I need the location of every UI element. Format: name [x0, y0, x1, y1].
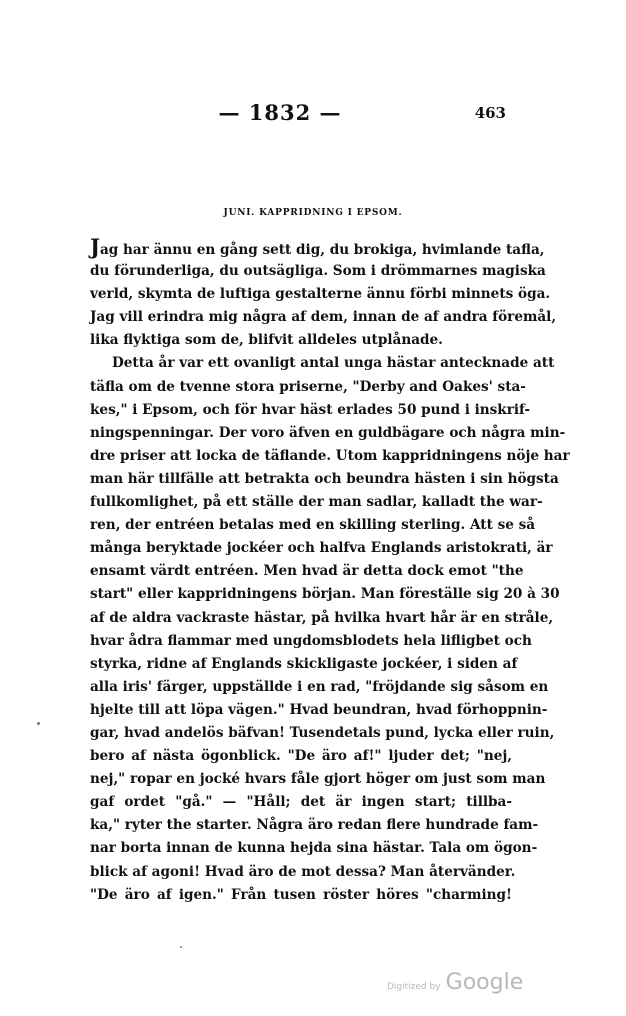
text-line-first	[90, 234, 545, 260]
text-line: start" eller kappridningens början. Man föreställe sig 20 à 30	[90, 586, 560, 603]
page-number: 463	[474, 104, 506, 122]
text-line: verld, skymta de luftiga gestalterne ännu förbi minnets öga.	[90, 286, 551, 303]
text-line: blick af agoni! Hvad äro de mot dessa? Man återvänder.	[90, 863, 516, 880]
text-line: af de aldra vackraste hästar, på hvilka hvart hår är en stråle,	[90, 609, 554, 626]
text-line: gar, hvad andelös bäfvan! Tusendetals pund, lycka eller ruin,	[90, 724, 555, 741]
text-line: många beryktade jockéer och halfva Englands aristokrati, är	[90, 540, 553, 557]
text-line: kes," i Epsom, och för hvar häst erlades 50 pund i inskrif-	[90, 401, 531, 418]
running-head-year: — 1832 —	[218, 100, 342, 125]
text-line: Jag vill erindra mig några af dem, innan de af andra föremål,	[90, 309, 557, 326]
text-line: hjelte till att löpa vägen." Hvad beundran, hvad förhoppnin-	[90, 701, 548, 718]
text-line: ensamt värdt entréen. Men hvad är detta dock emot "the	[90, 563, 524, 580]
text-line: alla iris' färger, uppställde i en rad, "fröjdande sig såsom en	[90, 678, 549, 695]
section-title: JUNI. KAPPRIDNING I EPSOM.	[223, 208, 403, 218]
ink-speck	[180, 946, 182, 948]
text-line: hvar ådra flammar med ungdomsblodets hela lifligbet och	[90, 632, 532, 649]
running-head	[0, 100, 626, 130]
text-line: nej," ropar en jocké hvars fåle gjort höger om just som man	[90, 771, 546, 788]
text-line: gaf ordet "gå." — "Håll; det är ingen start; tillba-	[90, 794, 512, 811]
text-line: "De äro af igen." Från tusen röster höres "charming!	[90, 886, 512, 903]
text-line: man här tillfälle att betrakta och beundra hästen i sin högsta	[90, 470, 559, 487]
digitized-watermark	[387, 970, 523, 995]
text-line: ningspenningar. Der voro äfven en guldbägare och några min-	[90, 424, 566, 441]
text-line: bero af nästa ögonblick. "De äro af!" ljuder det; "nej,	[90, 748, 512, 765]
first-line-rest: ag har ännu en gång sett dig, du brokiga, hvimlande tafla,	[99, 242, 545, 258]
text-line: Detta år var ett ovanligt antal unga hästar antecknade att	[112, 355, 555, 372]
text-line: fullkomlighet, på ett ställe der man sadlar, kalladt the war-	[90, 494, 543, 511]
google-logo-text: Google	[445, 970, 524, 995]
text-line: lika flyktiga som de, blifvit alldeles utplånade.	[90, 332, 443, 349]
text-line: ka," ryter the starter. Några äro redan flere hundrade fam-	[90, 817, 539, 834]
ink-speck	[37, 722, 40, 725]
text-line: täfla om de tvenne stora priserne, "Derby and Oakes' sta-	[90, 378, 526, 395]
text-line: ren, der entréen betalas med en skilling sterling. Att se så	[90, 517, 536, 534]
body-text	[90, 234, 570, 907]
watermark-prefix: Digitized by	[387, 982, 441, 992]
drop-cap: J	[90, 234, 100, 259]
text-line: styrka, ridne af Englands skickligaste jockéer, i siden af	[90, 655, 518, 672]
text-line: dre priser att locka de täflande. Utom kappridningens nöje har	[90, 447, 570, 464]
text-line: nar borta innan de kunna hejda sina hästar. Tala om ögon-	[90, 840, 538, 857]
text-line: du förunderliga, du outsägliga. Som i drömmarnes magiska	[90, 263, 546, 280]
